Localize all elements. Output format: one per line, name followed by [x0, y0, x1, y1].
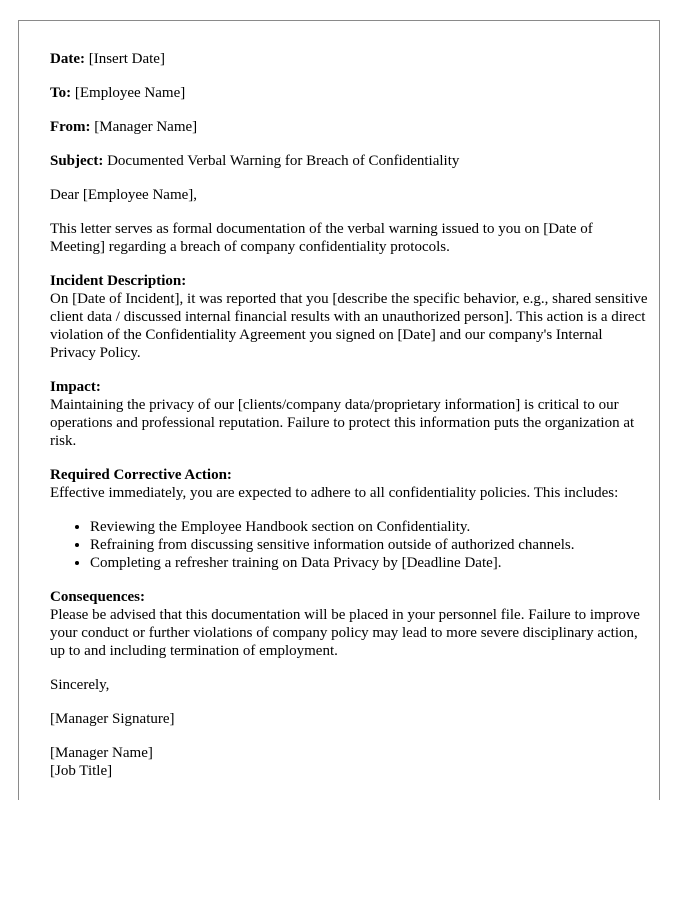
impact-body: Maintaining the privacy of our [clients/company data/proprietary information] is critical to our operations and professional reputation. Failure to protect this information puts the organization at risk.: [50, 397, 635, 449]
corrective-title: Required Corrective Action:: [50, 467, 232, 483]
to-value: [Employee Name]: [74, 85, 186, 101]
to-label: To:: [50, 85, 72, 101]
date-label: Date:: [50, 51, 85, 67]
impact-section: [50, 378, 650, 450]
greeting: Dear [Employee Name],: [50, 187, 198, 203]
letter-content: [50, 50, 650, 796]
from-value: [Manager Name]: [94, 119, 198, 135]
list-item: • Reviewing the Employee Handbook section on Confidentiality.: [90, 518, 650, 536]
date-line: [50, 50, 650, 68]
signer-name: [Manager Name]: [50, 745, 153, 761]
signature-placeholder: [Manager Signature]: [50, 711, 175, 727]
intro-paragraph: This letter serves as formal documentation of the verbal warning issued to you on [Date of Meeting] regarding a breach of company confidentiality protocols.: [50, 221, 593, 255]
signer-job-title: [Job Title]: [50, 763, 113, 779]
incident-section: [50, 272, 650, 362]
incident-title: Incident Description:: [50, 273, 187, 289]
subject-line: [50, 152, 650, 170]
from-line: [50, 118, 650, 136]
corrective-section: [50, 466, 650, 502]
corrective-body: Effective immediately, you are expected to adhere to all confidentiality policies. This includes:: [50, 485, 619, 501]
from-label: From:: [50, 119, 91, 135]
consequences-section: [50, 588, 650, 660]
letter-page: [18, 20, 660, 800]
to-line: [50, 84, 650, 102]
consequences-title: Consequences:: [50, 589, 146, 605]
list-item: • Completing a refresher training on Data Privacy by [Deadline Date].: [90, 554, 650, 572]
closing-salutation: Sincerely,: [50, 677, 110, 693]
signer-block: [50, 744, 650, 780]
subject-value: Documented Verbal Warning for Breach of Confidentiality: [107, 153, 460, 169]
incident-body: On [Date of Incident], it was reported that you [describe the specific behavior, e.g., shared sensitive client data / discussed internal financial results with an unauthorized person]. This action is a direct violation of the Confidentiality Agreement you signed on [Date] and our company's Internal Privacy Policy.: [50, 291, 648, 361]
impact-title: Impact:: [50, 379, 101, 395]
subject-label: Subject:: [50, 153, 104, 169]
consequences-body: Please be advised that this documentation will be placed in your personnel file. Failure to improve your conduct or further violations of company policy may lead to more severe disciplinary action, up to and including termination of employment.: [50, 607, 640, 659]
corrective-action-list: [50, 518, 650, 572]
list-item: • Refraining from discussing sensitive information outside of authorized channels.: [90, 536, 650, 554]
date-value: [Insert Date]: [88, 51, 165, 67]
